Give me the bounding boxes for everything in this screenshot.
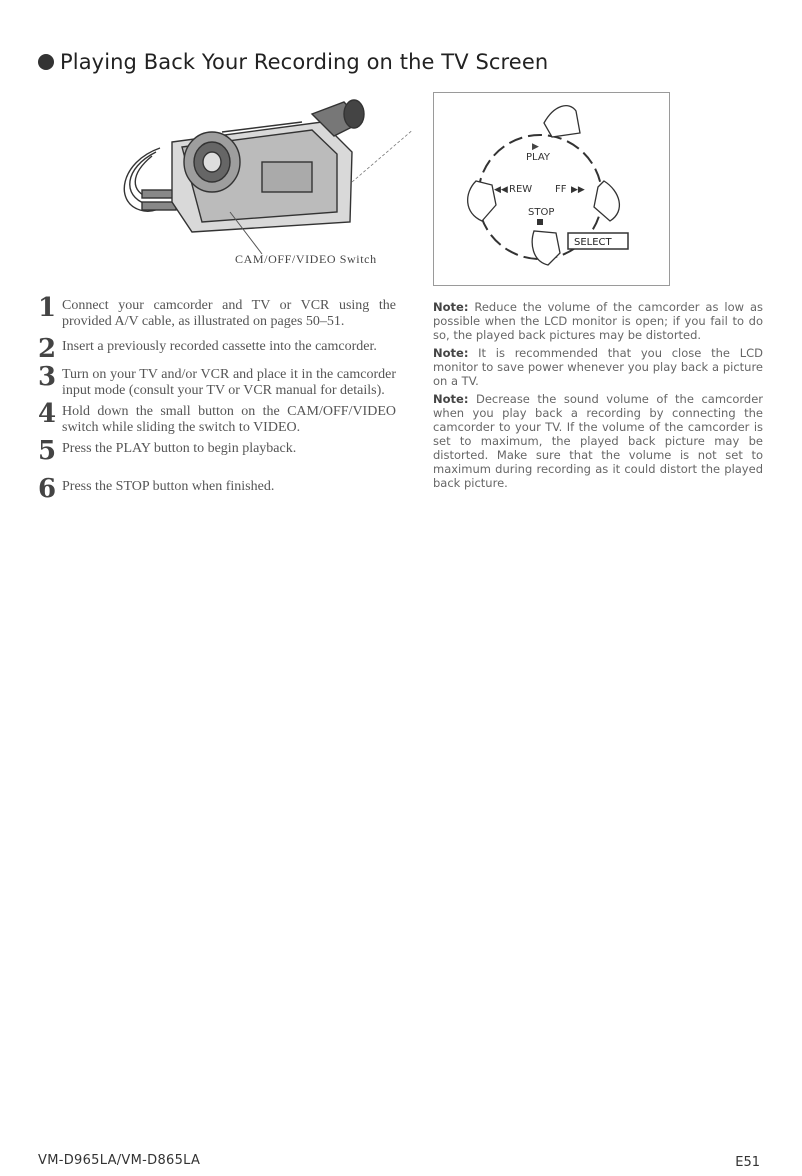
footer-model-number: VM-D965LA/VM-D865LA — [38, 1153, 201, 1168]
step-item — [38, 436, 396, 466]
step-number: 6 — [38, 474, 57, 504]
hand-top-icon — [544, 106, 580, 137]
step-text: Turn on your TV and/or VCR and place it in the camcorder input mode (consult your TV or VCR manual for details). — [62, 367, 396, 398]
control-panel-illustration — [433, 92, 670, 286]
step-text: Press the STOP button when finished. — [62, 479, 275, 494]
step-item — [38, 399, 396, 435]
bullet-icon — [38, 54, 54, 70]
ff-label: FF — [555, 184, 567, 195]
note-label: Note: — [433, 392, 469, 406]
note-label: Note: — [433, 300, 469, 314]
step-item — [38, 334, 396, 364]
note-item — [433, 300, 763, 342]
control-panel-drawing — [434, 93, 669, 285]
rew-icon: ◀◀ — [494, 185, 508, 195]
footer-page-number: E51 — [735, 1155, 760, 1170]
note-text: Reduce the volume of the camcorder as low as possible when the LCD monitor is open; if you fail to do so, the played back pictures may be distorted. — [433, 300, 763, 342]
note-text: Decrease the sound volume of the camcorder when you play back a recording by connecting the camcorder to your TV. If the volume of the camcorder is set to maximum, the played back picture may be distorted. Make sure that the volume is not set to maximum during recording as it could distort the played back picture. — [433, 392, 764, 490]
page-heading-text: Playing Back Your Recording on the TV Screen — [60, 50, 549, 74]
step-number: 4 — [38, 399, 57, 429]
cam-off-video-switch-label: CAM/OFF/VIDEO Switch — [235, 252, 377, 266]
note-item — [433, 346, 763, 388]
ff-icon: ▶▶ — [571, 185, 585, 195]
step-number: 2 — [38, 334, 57, 364]
step-number: 3 — [38, 362, 57, 392]
step-text: Connect your camcorder and TV or VCR using the provided A/V cable, as illustrated on pages 50–51. — [62, 298, 396, 329]
step-text: Press the PLAY button to begin playback. — [62, 441, 297, 456]
hand-bottom-icon — [532, 231, 560, 265]
step-item — [38, 362, 396, 398]
step-item — [38, 474, 396, 504]
camcorder-illustration — [112, 92, 412, 262]
stop-label: STOP — [528, 207, 555, 218]
step-number: 1 — [38, 293, 57, 323]
steps-list — [38, 293, 396, 504]
hand-right-icon — [594, 181, 619, 221]
note-label: Note: — [433, 346, 469, 360]
select-label: SELECT — [574, 237, 612, 248]
step-text: Hold down the small button on the CAM/OFF/VIDEO switch while sliding the switch to VIDEO. — [62, 404, 396, 435]
note-text: It is recommended that you close the LCD monitor to save power whenever you play back a picture on a TV. — [433, 346, 763, 388]
notes-column — [433, 300, 763, 494]
stop-icon — [537, 219, 543, 225]
play-label: PLAY — [526, 152, 551, 163]
step-text: Insert a previously recorded cassette into the camcorder. — [62, 339, 377, 354]
play-arrow-icon: ▶ — [532, 142, 539, 152]
page-heading — [38, 50, 548, 74]
step-number: 5 — [38, 436, 57, 466]
note-item — [433, 392, 763, 490]
hand-left-icon — [468, 181, 496, 221]
rew-label: REW — [509, 184, 533, 195]
step-item — [38, 293, 396, 329]
